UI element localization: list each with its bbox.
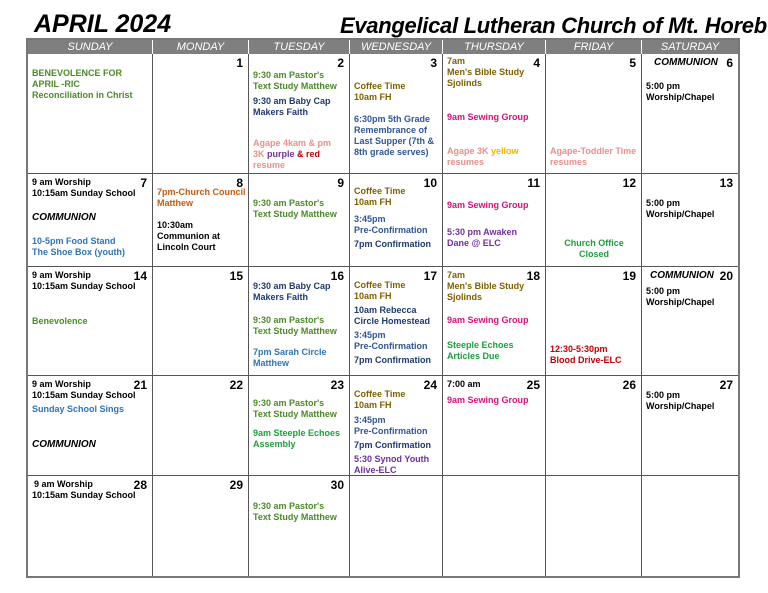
event-text: 10am FH xyxy=(354,291,392,301)
event-text: 12:30-5:30pm xyxy=(550,344,608,354)
event-text: Matthew xyxy=(253,358,289,368)
event-text: Agape-Toddler Time xyxy=(550,146,637,156)
day-number: 24 xyxy=(423,378,437,392)
event-text xyxy=(447,146,519,157)
day-cell xyxy=(546,476,642,576)
event-text: Communion at xyxy=(157,231,220,241)
event-text: Worship/Chapel xyxy=(646,92,715,102)
day-cell xyxy=(443,376,546,476)
event-text: Text Study Matthew xyxy=(253,81,337,91)
day-number: 5 xyxy=(629,56,636,70)
day-cell xyxy=(350,376,443,476)
event-text: 9am Sewing Group xyxy=(447,315,529,325)
event-text: Assembly xyxy=(253,439,296,449)
event-text: Makers Faith xyxy=(253,292,309,302)
event-text: Blood Drive-ELC xyxy=(550,355,622,365)
day-number: 13 xyxy=(719,176,733,190)
communion-label: COMMUNION xyxy=(32,212,96,223)
day-cell xyxy=(546,54,642,174)
day-cell xyxy=(249,267,350,376)
event-text: 10-5pm Food Stand xyxy=(32,236,116,246)
calendar-grid xyxy=(26,38,740,578)
day-cell xyxy=(642,267,738,376)
day-number: 17 xyxy=(423,269,437,283)
day-cell xyxy=(153,376,249,476)
event-text: Sunday School Sings xyxy=(32,404,125,414)
event-text: APRIL -RIC xyxy=(32,79,80,89)
day-number: 14 xyxy=(133,269,147,283)
day-cell xyxy=(249,376,350,476)
day-number: 18 xyxy=(526,269,540,283)
event-text: 9 am Worship xyxy=(32,177,91,187)
event-text: Coffee Time xyxy=(354,186,406,196)
communion-label: COMMUNION xyxy=(654,57,718,68)
event-text: 3:45pm xyxy=(354,214,386,224)
event-text: 3K xyxy=(253,149,268,159)
day-cell xyxy=(546,376,642,476)
day-number: 7 xyxy=(140,176,147,190)
event-text: 5:00 pm xyxy=(646,390,681,400)
event-text: yellow xyxy=(491,146,519,156)
event-text: resume xyxy=(253,160,286,170)
day-cell xyxy=(28,267,153,376)
day-cell xyxy=(153,267,249,376)
day-cell xyxy=(546,174,642,267)
day-number: 3 xyxy=(430,56,437,70)
event-text: 10am FH xyxy=(354,400,392,410)
event-text: Articles Due xyxy=(447,351,500,361)
header-tuesday: TUESDAY xyxy=(249,40,350,54)
event-text: Last Supper (7th & xyxy=(354,136,435,146)
event-text: 5:00 pm xyxy=(646,198,681,208)
event-text: 9am Steeple Echoes xyxy=(253,428,341,438)
event-text: 7pm Confirmation xyxy=(354,239,432,249)
day-cell xyxy=(350,54,443,174)
header-monday: MONDAY xyxy=(153,40,249,54)
event-text: resumes xyxy=(550,157,588,167)
day-cell xyxy=(443,476,546,576)
event-text: 7pm Confirmation xyxy=(354,440,432,450)
day-number: 9 xyxy=(337,176,344,190)
day-cell xyxy=(249,54,350,174)
day-cell xyxy=(153,476,249,576)
event-text: Benevolence xyxy=(32,316,88,326)
event-text: & red xyxy=(294,149,321,159)
event-text: BENEVOLENCE FOR xyxy=(32,68,123,78)
day-cell xyxy=(28,174,153,267)
event-text: Steeple Echoes xyxy=(447,340,514,350)
day-cell xyxy=(642,376,738,476)
event-text: Sjolinds xyxy=(447,78,483,88)
day-cell xyxy=(28,376,153,476)
event-text: 3:45pm xyxy=(354,330,386,340)
day-number: 6 xyxy=(726,56,733,70)
header-friday: FRIDAY xyxy=(546,40,642,54)
day-cell xyxy=(443,54,546,174)
event-text: Dane @ ELC xyxy=(447,238,501,248)
day-number: 19 xyxy=(622,269,636,283)
event-text: Circle Homestead xyxy=(354,316,431,326)
event-text: Remembrance of xyxy=(354,125,428,135)
event-text: 9am Sewing Group xyxy=(447,112,529,122)
event-text: 10:15am Sunday School xyxy=(32,188,136,198)
communion-label: COMMUNION xyxy=(32,439,96,450)
day-number: 20 xyxy=(719,269,733,283)
day-number: 15 xyxy=(229,269,243,283)
event-text: 7pm Confirmation xyxy=(354,355,432,365)
day-number: 22 xyxy=(229,378,243,392)
header-saturday: SATURDAY xyxy=(642,40,738,54)
event-text: 10am FH xyxy=(354,197,392,207)
day-cell xyxy=(153,54,249,174)
day-cell xyxy=(642,174,738,267)
event-text: Worship/Chapel xyxy=(646,209,715,219)
event-text: Makers Faith xyxy=(253,107,309,117)
event-text: 9am Sewing Group xyxy=(447,395,529,405)
event-text: resumes xyxy=(447,157,485,167)
header-sunday: SUNDAY xyxy=(28,40,153,54)
event-text: Coffee Time xyxy=(354,280,406,290)
event-text: 9:30 am Pastor's xyxy=(253,198,325,208)
day-cell xyxy=(350,476,443,576)
event-text: Text Study Matthew xyxy=(253,409,337,419)
event-text xyxy=(253,149,320,160)
event-text: 7:00 am xyxy=(447,379,481,389)
event-text: Text Study Matthew xyxy=(253,209,337,219)
event-text: Worship/Chapel xyxy=(646,401,715,411)
event-text: 9:30 am Pastor's xyxy=(253,70,325,80)
event-text: Pre-Confirmation xyxy=(354,426,428,436)
event-text: Matthew xyxy=(157,198,193,208)
event-text: Text Study Matthew xyxy=(253,326,337,336)
event-text: 10:15am Sunday School xyxy=(32,390,136,400)
event-text: Men's Bible Study xyxy=(447,67,525,77)
event-text: 9:30 am Baby Cap xyxy=(253,96,331,106)
event-text: Worship/Chapel xyxy=(646,297,715,307)
event-text: 7pm Sarah Circle xyxy=(253,347,327,357)
day-number: 23 xyxy=(330,378,344,392)
event-text: 10am Rebecca xyxy=(354,305,417,315)
day-cell xyxy=(249,476,350,576)
day-cell xyxy=(28,54,153,174)
event-text: 9:30 am Pastor's xyxy=(253,315,325,325)
day-cell xyxy=(249,174,350,267)
event-text: 8th grade serves) xyxy=(354,147,429,157)
day-number: 21 xyxy=(133,378,147,392)
day-number: 12 xyxy=(622,176,636,190)
day-number: 26 xyxy=(622,378,636,392)
header-thursday: THURSDAY xyxy=(443,40,546,54)
event-text: 5:00 pm xyxy=(646,286,681,296)
event-text: 10:30am xyxy=(157,220,194,230)
event-text: 9:30 am Baby Cap xyxy=(253,281,331,291)
event-text: Reconciliation in Christ xyxy=(32,90,133,100)
day-cell xyxy=(350,267,443,376)
event-text: Pre-Confirmation xyxy=(354,225,428,235)
day-number: 29 xyxy=(229,478,243,492)
day-number: 11 xyxy=(527,176,540,190)
day-number: 4 xyxy=(533,56,540,70)
event-text: Coffee Time xyxy=(354,81,406,91)
event-text: 3:45pm xyxy=(354,415,386,425)
event-text: 9:30 am Pastor's xyxy=(253,501,325,511)
day-number: 8 xyxy=(236,176,243,190)
event-text: Lincoln Court xyxy=(157,242,216,252)
event-text: 10:15am Sunday School xyxy=(32,281,136,291)
day-cell xyxy=(350,174,443,267)
event-text: 6:30pm 5th Grade xyxy=(354,114,431,124)
event-text: Agape 3K xyxy=(447,146,492,156)
day-cell xyxy=(642,476,738,576)
day-cell xyxy=(153,174,249,267)
day-number: 10 xyxy=(423,176,437,190)
event-text: Text Study Matthew xyxy=(253,512,337,522)
day-cell xyxy=(443,267,546,376)
event-text: Church Office xyxy=(564,238,624,248)
day-cell xyxy=(546,267,642,376)
event-text: purple xyxy=(267,149,295,159)
day-number: 2 xyxy=(337,56,344,70)
event-text: 9 am Worship xyxy=(32,379,91,389)
day-number: 30 xyxy=(330,478,344,492)
event-text: 5:30 Synod Youth xyxy=(354,454,430,464)
day-number: 1 xyxy=(236,56,243,70)
event-text: 7am xyxy=(447,56,466,66)
event-text: 10:15am Sunday School xyxy=(32,490,136,500)
day-number: 27 xyxy=(719,378,733,392)
event-text: Men's Bible Study xyxy=(447,281,525,291)
event-text: 9am Sewing Group xyxy=(447,200,529,210)
day-number: 28 xyxy=(133,478,147,492)
event-text: 9 am Worship xyxy=(32,270,91,280)
day-number: 16 xyxy=(330,269,344,283)
header-wednesday: WEDNESDAY xyxy=(350,40,443,54)
church-title: Evangelical Lutheran Church of Mt. Horeb xyxy=(340,13,767,38)
event-text: Coffee Time xyxy=(354,389,406,399)
event-text: 9 am Worship xyxy=(34,479,93,489)
event-text: 5:30 pm Awaken xyxy=(447,227,518,237)
month-title: APRIL 2024 xyxy=(34,10,172,38)
event-text: The Shoe Box (youth) xyxy=(32,247,125,257)
event-text: Alive-ELC xyxy=(354,465,397,475)
event-text: 7pm-Church Council xyxy=(157,187,246,197)
event-text: 9:30 am Pastor's xyxy=(253,398,325,408)
day-cell xyxy=(443,174,546,267)
day-cell xyxy=(28,476,153,576)
event-text: 5:00 pm xyxy=(646,81,681,91)
event-text: Agape 4kam & pm xyxy=(253,138,332,148)
event-text: Sjolinds xyxy=(447,292,483,302)
event-text: 10am FH xyxy=(354,92,392,102)
event-text: 7am xyxy=(447,270,466,280)
event-text: Pre-Confirmation xyxy=(354,341,428,351)
day-cell xyxy=(642,54,738,174)
communion-label: COMMUNION xyxy=(650,270,714,281)
day-number: 25 xyxy=(526,378,540,392)
event-text: Closed xyxy=(578,249,609,259)
